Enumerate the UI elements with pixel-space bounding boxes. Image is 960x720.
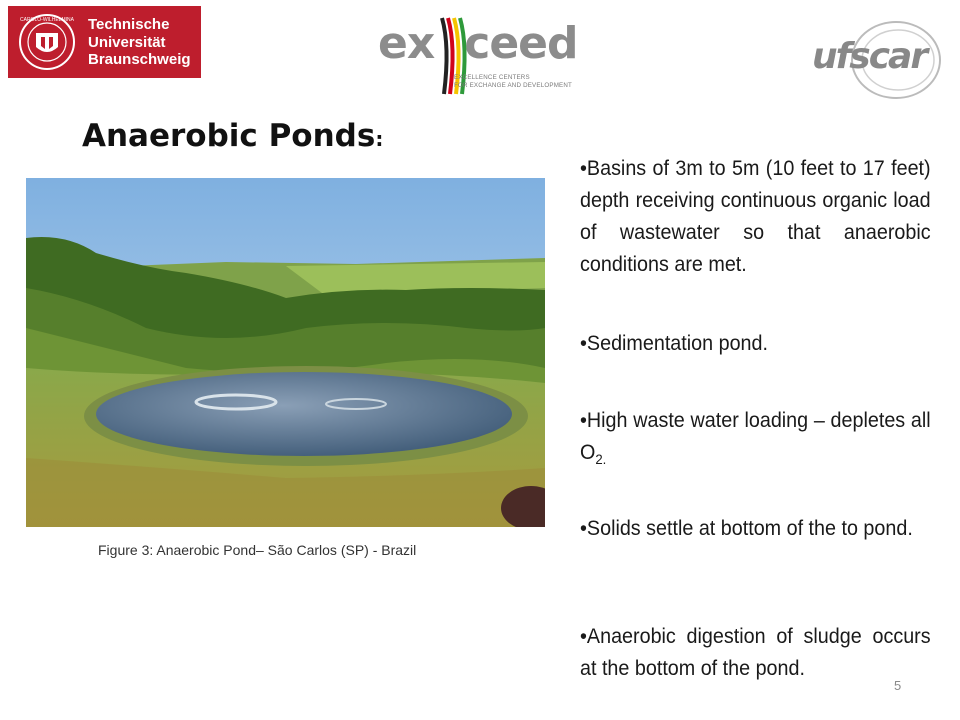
page-number: 5: [894, 678, 902, 693]
slide-title: [82, 118, 383, 154]
anaerobic-pond-photo: [26, 178, 545, 527]
exceed-word-left: ex: [378, 18, 435, 69]
exceed-tagline-2: FOR EXCHANGE AND DEVELOPMENT: [454, 81, 573, 89]
slide-title-text: Anaerobic Ponds: [82, 118, 376, 154]
university-seal-icon: [18, 13, 76, 71]
bullet-solids: • Solids settle at bottom of the to pond.: [580, 513, 931, 545]
bullet-loading-text: High waste water loading – depletes all O: [580, 409, 931, 464]
tu-name-line1: Technische: [88, 16, 170, 33]
figure-caption: Figure 3: Anaerobic Pond– São Carlos (SP) - Brazil: [98, 542, 417, 558]
tu-name-line3: Braunschweig: [88, 51, 191, 68]
bullet-digestion: • Anaerobic digestion of sludge occurs at the bottom of the pond.: [580, 621, 931, 685]
bullet-basins: • Basins of 3m to 5m (10 feet to 17 feet) depth receiving continuous organic load of wastewater so that anaerobic conditions are met.: [580, 153, 931, 281]
bullet-sedimentation: • Sedimentation pond.: [580, 328, 931, 360]
slide-title-colon: :: [375, 127, 384, 151]
ufscar-wordmark: ufscar: [812, 36, 927, 77]
tu-name-line2: Universität: [88, 33, 166, 51]
exceed-word-right: ceed: [464, 18, 578, 69]
tu-braunschweig-logo: [8, 6, 201, 78]
ufscar-logo: [806, 10, 948, 100]
bullet-loading: [580, 405, 931, 475]
svg-text:CAROLO-WILHELMINA: CAROLO-WILHELMINA: [20, 17, 74, 23]
exceed-logo: [378, 14, 578, 94]
oxygen-subscript: 2.: [595, 451, 607, 467]
exceed-tagline-1: EXCELLENCE CENTERS: [454, 74, 530, 81]
